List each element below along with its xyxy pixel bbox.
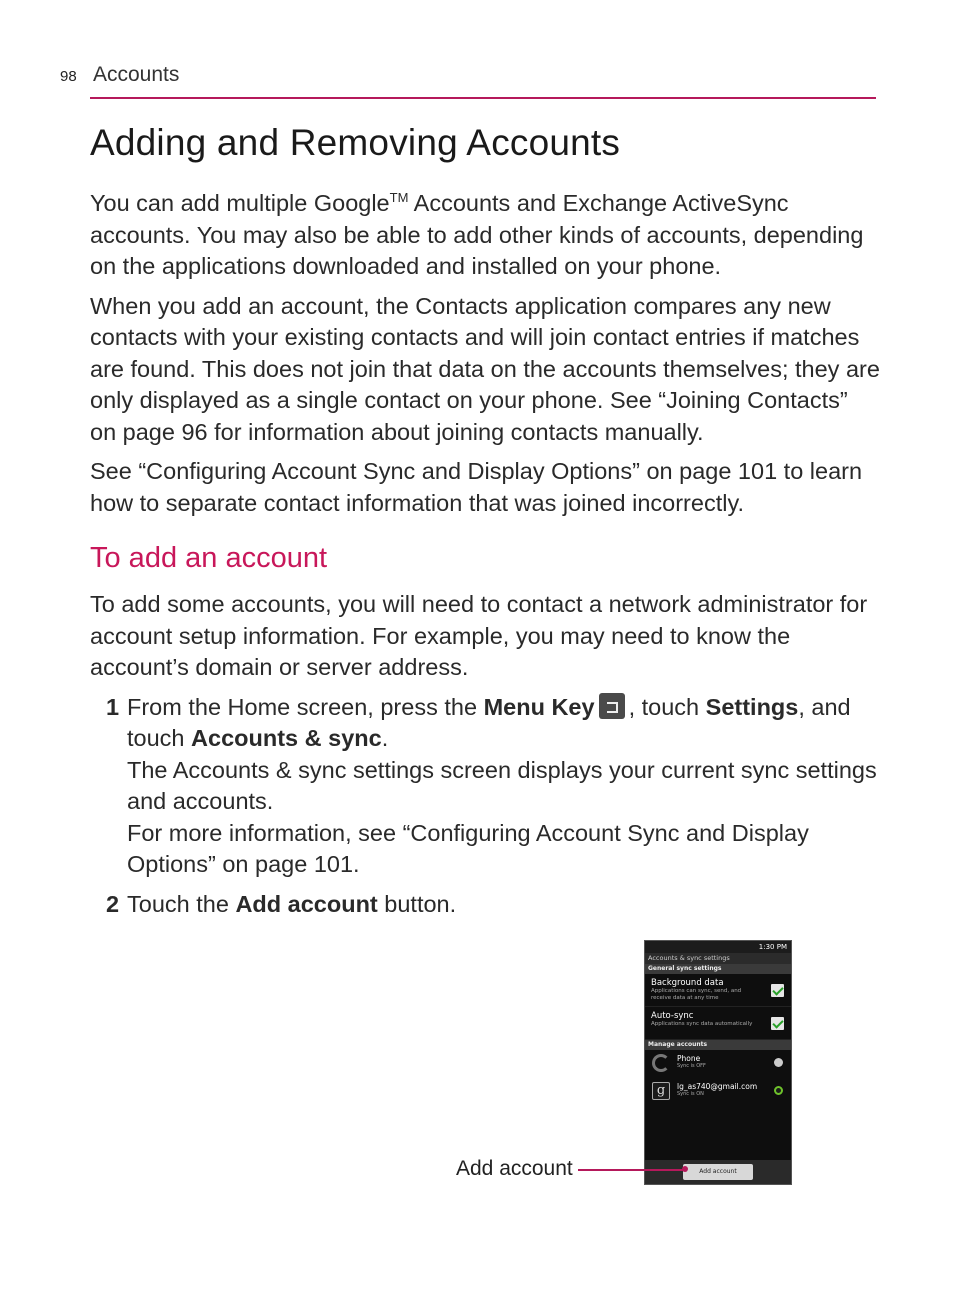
auto-sync-row[interactable]: Auto-sync Applications sync data automatically (645, 1007, 791, 1040)
intro-paragraph-1: You can add multiple Google™ Accounts and Exchange ActiveSync accounts. You may also be able to add other kinds of accounts, depending on the applications downloaded and installed on your phone. (90, 190, 864, 279)
subsection-title: To add an account (90, 542, 328, 574)
intro-paragraph-2: When you add an account, the Contacts application compares any new contacts with your existing contacts and will join contact entries if matches are found. This does not join that data on the accounts themselves; they are only displayed as a single contact on your phone. See “Joining Contacts” on page 96 for information about joining contacts manually. (90, 292, 880, 445)
menu-key-icon (599, 693, 625, 719)
account-row-google[interactable]: g lg_as740@gmail.com Sync is ON (645, 1078, 791, 1106)
step-item: 1 From the Home screen, press the Menu Key , touch Settings, and touch Accounts & sync. The Accounts & sync settings screen displays your current sync settings and accounts. For more information, see “Configuring Account Sync and Display Options” on page 101. (90, 692, 880, 881)
background-data-row[interactable]: Background data Applications can sync, send, and receive data at any time (645, 974, 791, 1007)
callout-line (578, 1169, 686, 1171)
trademark-mark: TM (389, 190, 409, 205)
settings-label: Settings (705, 693, 799, 720)
subsection-paragraph: To add some accounts, you will need to contact a network administrator for account setup information. For example, you may need to know the account’s domain or server address. (90, 591, 868, 680)
header-rule (90, 97, 876, 99)
account-row-phone[interactable]: Phone Sync is OFF (645, 1050, 791, 1078)
menu-key-label: Menu Key (483, 693, 595, 720)
intro-paragraph-3: See “Configuring Account Sync and Display Options” on page 101 to learn how to separate contact information that was joined incorrectly. (90, 458, 863, 516)
sync-icon (652, 1054, 670, 1072)
category-general: General sync settings (645, 964, 791, 974)
sync-on-indicator-icon (774, 1086, 783, 1095)
step-number: 2 (106, 890, 120, 917)
add-account-label: Add account (235, 890, 378, 917)
step-number: 1 (106, 693, 120, 720)
step-item: 2 Touch the Add account button. (90, 889, 880, 921)
screen-title: Accounts & sync settings (645, 953, 791, 964)
running-header: Accounts (93, 63, 180, 86)
page-title: Adding and Removing Accounts (90, 122, 621, 163)
sync-off-indicator-icon (774, 1058, 783, 1067)
callout-label: Add account (456, 1157, 573, 1180)
google-icon: g (652, 1082, 670, 1100)
checkbox-checked-icon[interactable] (771, 984, 784, 997)
status-time: 1:30 PM (758, 943, 787, 951)
status-bar (645, 941, 791, 953)
callout-dot (682, 1166, 688, 1172)
phone-screenshot (644, 940, 792, 1185)
checkbox-checked-icon[interactable] (771, 1017, 784, 1030)
bottom-bar (645, 1160, 791, 1184)
step-note: For more information, see “Configuring Account Sync and Display Options” on page 101. (127, 819, 809, 877)
step-list (90, 692, 880, 921)
add-account-button[interactable]: Add account (683, 1164, 753, 1180)
category-manage: Manage accounts (645, 1040, 791, 1050)
main-content (90, 188, 880, 928)
page-number: 98 (60, 68, 77, 85)
step-note: The Accounts & sync settings screen displays your current sync settings and accounts. (127, 756, 877, 814)
accounts-sync-label: Accounts & sync (191, 725, 382, 751)
